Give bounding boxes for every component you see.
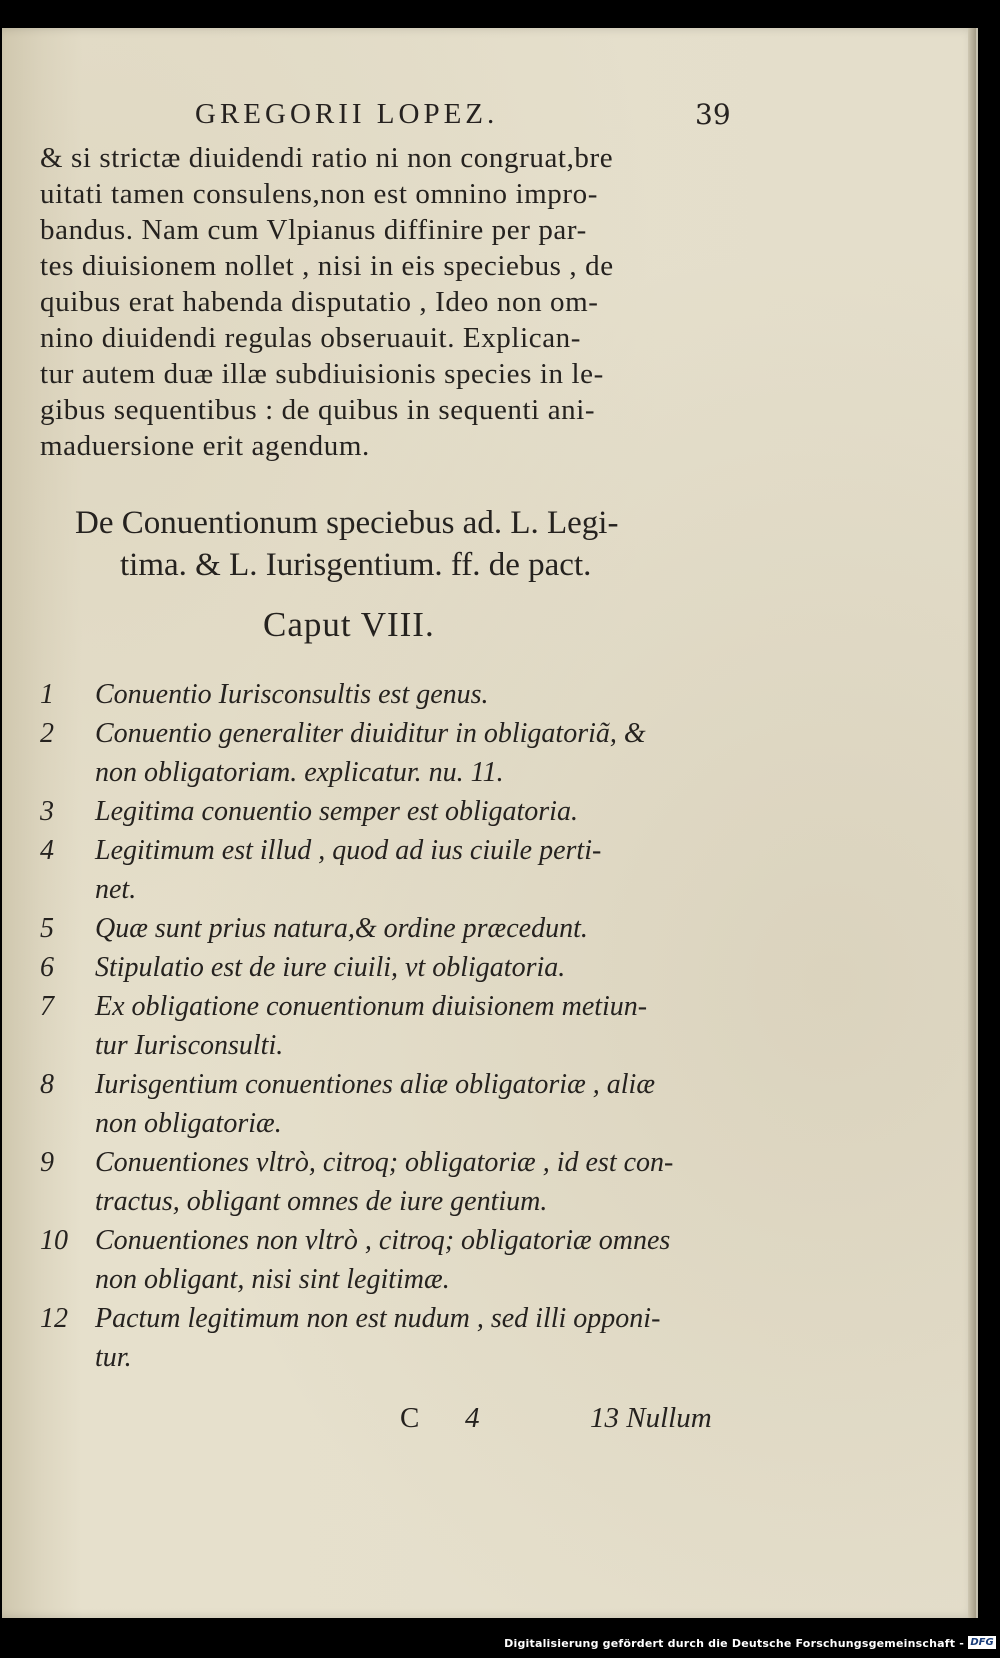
summary-number: 5	[40, 913, 54, 944]
catchword: 13 Nullum	[590, 1402, 712, 1434]
body-line: quibus erat habenda disputatio , Ideo non om-	[40, 286, 599, 318]
summary-item	[40, 948, 740, 987]
page-header	[120, 98, 740, 138]
summary-line: Conuentio generaliter diuiditur in obligatoriã, &	[95, 718, 646, 749]
summary-number: 10	[40, 1225, 68, 1256]
summary-line: non obligatoriæ.	[95, 1108, 282, 1139]
body-line: uitati tamen consulens,non est omnino impro-	[40, 178, 598, 210]
body-line: maduersione erit agendum.	[40, 430, 370, 462]
summary-line: Stipulatio est de iure ciuili, vt obligatoria.	[95, 952, 566, 983]
chapter-summary-list	[40, 675, 740, 1377]
summary-item	[40, 1065, 740, 1143]
summary-item	[40, 714, 740, 792]
summary-number: 8	[40, 1069, 54, 1100]
digitization-footer	[0, 1628, 1000, 1658]
body-line: tes diuisionem nollet , nisi in eis speciebus , de	[40, 250, 614, 282]
summary-line: tur Iurisconsulti.	[95, 1030, 284, 1061]
summary-line: Iurisgentium conuentiones aliæ obligatoriæ , aliæ	[95, 1069, 655, 1100]
summary-item	[40, 675, 740, 714]
heading-line: tima. & L. Iurisgentium. ff. de pact.	[120, 547, 592, 583]
summary-number: 7	[40, 991, 54, 1022]
summary-item	[40, 1143, 740, 1221]
body-line: tur autem duæ illæ subdiuisionis species in le-	[40, 358, 604, 390]
body-line: gibus sequentibus : de quibus in sequenti ani-	[40, 394, 596, 426]
summary-line: tur.	[95, 1342, 132, 1373]
summary-number: 4	[40, 835, 54, 866]
page-number: 39	[695, 98, 731, 131]
summary-item	[40, 792, 740, 831]
summary-item	[40, 987, 740, 1065]
summary-line: Conuentio Iurisconsultis est genus.	[95, 679, 489, 710]
summary-number: 6	[40, 952, 54, 983]
summary-line: tractus, obligant omnes de iure gentium.	[95, 1186, 548, 1217]
signature-number: 4	[465, 1402, 480, 1434]
chapter-title: Caput VIII.	[263, 605, 435, 644]
summary-line: Conuentiones vltrò, citroq; obligatoriæ , id est con-	[95, 1147, 674, 1178]
body-line: & si strictæ diuidendi ratio ni non congruat,bre	[40, 142, 614, 174]
summary-number: 1	[40, 679, 54, 710]
summary-line: Pactum legitimum non est nudum , sed illi opponi-	[95, 1303, 661, 1334]
summary-number: 9	[40, 1147, 54, 1178]
summary-item	[40, 1221, 740, 1299]
summary-number: 12	[40, 1303, 68, 1334]
summary-item	[40, 831, 740, 909]
body-line: bandus. Nam cum Vlpianus diffinire per par-	[40, 214, 587, 246]
section-heading	[75, 502, 735, 586]
body-line: nino diuidendi regulas obseruauit. Explican-	[40, 322, 582, 354]
summary-line: net.	[95, 874, 137, 905]
summary-line: Legitimum est illud , quod ad ius ciuile perti-	[95, 835, 602, 866]
summary-line: Ex obligatione conuentionum diuisionem metiun-	[95, 991, 648, 1022]
running-head: GREGORII LOPEZ.	[195, 98, 499, 130]
summary-item	[40, 909, 740, 948]
summary-line: non obligatoriam. explicatur. nu. 11.	[95, 757, 504, 788]
summary-line: Quæ sunt prius natura,& ordine præcedunt.	[95, 913, 588, 944]
summary-number: 2	[40, 718, 54, 749]
summary-line: Conuentiones non vltrò , citroq; obligatoriæ omnes	[95, 1225, 671, 1256]
summary-line: non obligant, nisi sint legitimæ.	[95, 1264, 450, 1295]
heading-line: De Conuentionum speciebus ad. L. Legi-	[75, 505, 619, 541]
signature-mark: C	[400, 1402, 420, 1434]
dfg-logo-icon: DFG	[968, 1636, 996, 1649]
summary-line: Legitima conuentio semper est obligatoria.	[95, 796, 578, 827]
summary-item	[40, 1299, 740, 1377]
page-foot	[0, 1402, 976, 1442]
page-edge	[968, 28, 976, 1618]
funding-notice: Digitalisierung gefördert durch die Deutsche Forschungsgemeinschaft -	[504, 1637, 964, 1650]
body-paragraph	[40, 140, 730, 464]
summary-number: 3	[40, 796, 54, 827]
